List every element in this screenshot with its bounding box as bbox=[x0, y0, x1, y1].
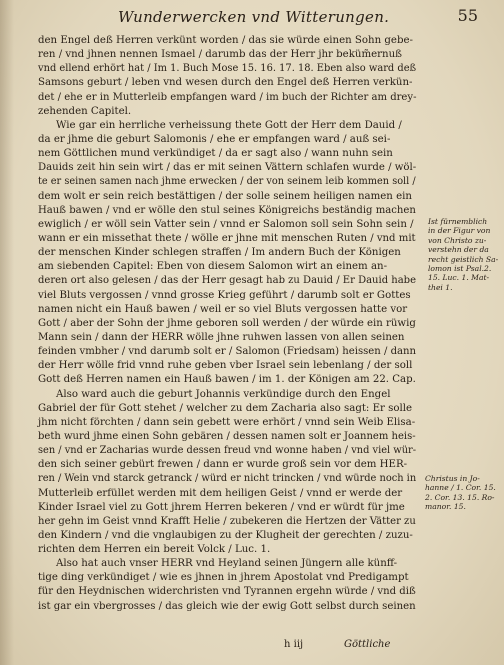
text-line: det / ehe er in Mutterleib empfangen ward / im buch der Richter am drey- bbox=[38, 91, 417, 103]
signature-mark: h iij bbox=[284, 639, 304, 650]
text-line: ewiglich / er wöll sein Vatter sein / vnnd er Salomon soll sein Sohn sein / bbox=[38, 218, 414, 230]
text-line: zehenden Capitel. bbox=[38, 105, 132, 117]
margin-note-christus bbox=[425, 474, 495, 512]
margin-note-line: verstehn der da bbox=[428, 245, 489, 255]
text-line: da er jhme die geburt Salomonis / ehe er empfangen ward / auß sei- bbox=[38, 133, 391, 145]
margin-note-line: recht geistlich Sa- bbox=[428, 254, 499, 264]
text-line: ren / Wein vnd starck getranck / würd er nicht trincken / vnd würde noch in bbox=[38, 473, 417, 485]
text-line: Hauß bawen / vnd er wölle den stul seines Königreichs beständig machen bbox=[38, 204, 416, 216]
main-text-block bbox=[38, 34, 416, 614]
text-line: Gott / aber der Sohn der jhme geboren soll werden / der würde ein rüwig bbox=[38, 317, 416, 329]
text-line: der Herr wölle frid vnnd ruhe geben vber Israel sein lebenlang / der soll bbox=[38, 360, 413, 372]
page-footer bbox=[0, 639, 504, 655]
text-line: jhm nicht förchten / dann sein gebett were erhört / vnnd sein Weib Elisa- bbox=[38, 416, 416, 428]
text-line: feinden vmbher / vnd darumb solt er / Salomon (Friedsam) heissen / dann bbox=[38, 346, 417, 358]
text-line: vnd ellend erhört hat / Im 1. Buch Mose 15. 16. 17. 18. Eben also ward deß bbox=[38, 63, 417, 75]
text-line: Samsons geburt / leben vnd wesen durch den Engel deß Herren verkün- bbox=[38, 77, 413, 89]
text-line: te er seinen samen nach jhme erwecken / der von seinem leib kommen soll / bbox=[38, 176, 416, 188]
margin-note-line: in der Figur von bbox=[428, 226, 491, 236]
text-line: ist gar ein vbergrosses / das gleich wie der ewig Gott selbst durch seinen bbox=[38, 600, 416, 612]
margin-note-line: thei 1. bbox=[428, 282, 453, 292]
text-line: Gott deß Herren namen ein Hauß bawen / im 1. der Königen am 22. Cap. bbox=[38, 374, 416, 386]
text-line: Wie gar ein herrliche verheissung thete Gott der Herr dem Dauid / bbox=[56, 119, 402, 131]
text-line: dem wolt er sein reich bestättigen / der solle seinem heiligen namen ein bbox=[38, 190, 412, 202]
text-line: viel Bluts vergossen / vnnd grosse Krieg geführt / darumb solt er Gottes bbox=[38, 289, 411, 301]
margin-note-line: lomon ist Psal.2. bbox=[428, 264, 492, 274]
text-line: sen / vnd er Zacharias wurde dessen freud vnd wonne haben / vnd viel wür- bbox=[38, 445, 417, 457]
margin-note-line: Ist fürnemblich bbox=[428, 217, 488, 226]
text-line: nem Göttlichen mund verkündiget / da er sagt also / wann nuhn sein bbox=[38, 148, 393, 160]
catchword: Göttliche bbox=[344, 639, 391, 650]
folio-number: 55 bbox=[457, 6, 478, 25]
text-line: Mann sein / dann der HERR wölle jhne ruhwen lassen von allen seinen bbox=[38, 331, 405, 343]
text-line: Also hat auch vnser HERR vnd Heyland seinen Jüngern alle künff- bbox=[56, 558, 398, 570]
text-line: der menschen Kinder schlegen straffen / Im andern Buch der Königen bbox=[38, 247, 401, 259]
page-header bbox=[0, 6, 504, 34]
text-line: Also ward auch die geburt Johannis verkündige durch den Engel bbox=[56, 388, 391, 400]
text-line: für den Heydnischen widerchristen vnd Tyrannen ergehn würde / vnd diß bbox=[38, 586, 416, 598]
text-line: tige ding verkündiget / wie es jhnen in jhrem Apostolat vnd Predigampt bbox=[38, 572, 409, 584]
text-line: den Engel deß Herren verkünt worden / das sie würde einen Sohn gebe- bbox=[38, 35, 413, 46]
text-line: her gehn im Geist vnnd Krafft Helie / zubekeren die Hertzen der Vätter zu bbox=[38, 515, 416, 527]
text-line: Kinder Israel viel zu Gott jhrem Herren bekeren / vnd er würdt für jme bbox=[38, 501, 405, 513]
margin-note-line: Christus in Jo- bbox=[425, 474, 480, 483]
text-line: wann er ein missethat thete / wölle er jhne mit menschen Ruten / vnd mit bbox=[38, 232, 416, 244]
text-line: deren ort also gelesen / das der Herr gesagt hab zu Dauid / Er Dauid habe bbox=[38, 275, 417, 287]
text-line: Dauids zeit hin sein wirt / das er mit seinen Vättern schlafen wurde / wöl- bbox=[38, 162, 417, 174]
margin-note-line: hanne / 1. Cor. 15. bbox=[425, 483, 496, 493]
margin-note-salomon bbox=[428, 217, 498, 292]
text-line: beth wurd jhme einen Sohn gebären / dessen namen solt er Joannem heis- bbox=[38, 430, 416, 442]
text-line: Gabriel der für Gott stehet / welcher zu dem Zacharia also sagt: Er solle bbox=[38, 402, 413, 414]
text-line: Mutterleib erfüllet werden mit dem heiligen Geist / vnnd er werde der bbox=[38, 487, 403, 499]
text-line: den sich seiner gebürt frewen / dann er wurde groß sein vor dem HER- bbox=[38, 459, 408, 471]
margin-note-line: 15. Luc. 1. Mat- bbox=[428, 273, 490, 283]
margin-note-line: von Christo zu- bbox=[428, 235, 487, 245]
text-line: richten dem Herren ein bereit Volck / Luc. 1. bbox=[38, 544, 271, 556]
spine-shadow bbox=[0, 0, 14, 665]
text-line: den Kindern / vnd die vnglaubigen zu der Klugheit der gerechten / zuzu- bbox=[38, 529, 413, 541]
running-title: Wunderwercken vnd Witterungen. bbox=[118, 8, 390, 26]
text-line: namen nicht ein Hauß bawen / weil er so viel Bluts vergossen hatte vor bbox=[38, 303, 408, 315]
text-line: ren / vnd jhnen nennen Ismael / darumb das der Herr jhr beküm̃ernuß bbox=[38, 49, 402, 61]
text-line: am siebenden Capitel: Eben von diesem Salomon wirt an einem an- bbox=[38, 261, 388, 273]
margin-note-line: manor. 15. bbox=[425, 502, 466, 512]
margin-note-line: 2. Cor. 13. 15. Ro- bbox=[425, 492, 495, 502]
